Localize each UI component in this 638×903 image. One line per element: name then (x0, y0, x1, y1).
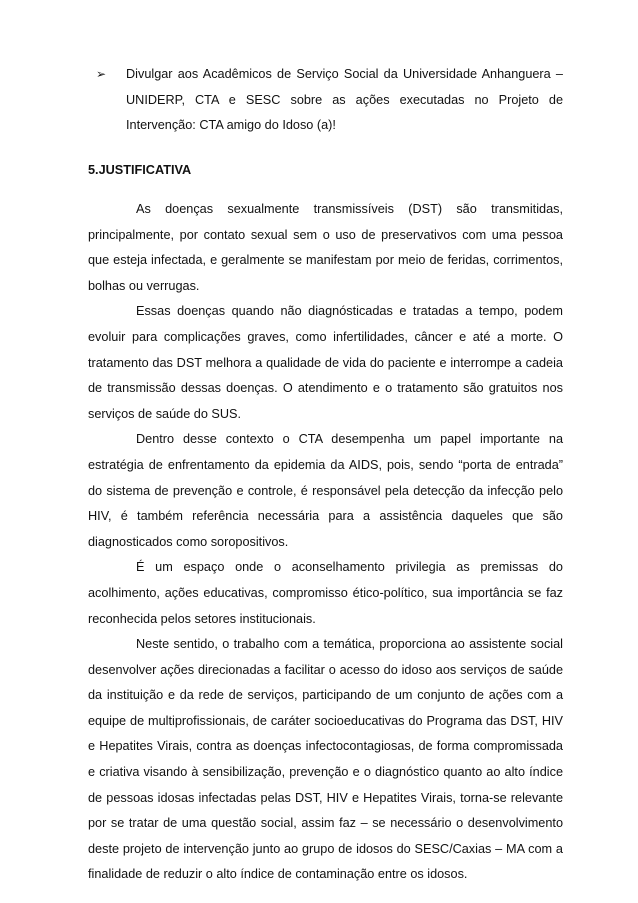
document-page (88, 62, 563, 888)
paragraph-cta-role: Dentro desse contexto o CTA desempenha um papel importante na estratégia de enfrentamento da epidemia da AIDS, pois, sendo “porta de entrada” do sistema de prevenção e controle, é responsável pela detecção da infecção pelo HIV, é também referência necessária para a assistência daqueles que são diagnosticados como soropositivos. (88, 432, 563, 549)
bullet-text: Divulgar aos Acadêmicos de Serviço Social da Universidade Anhanguera – UNIDERP, CTA e SESC sobre as ações executadas no Projeto de Intervenção: CTA amigo do Idoso (a)! (126, 67, 563, 132)
section-heading: 5.JUSTIFICATIVA (88, 162, 192, 177)
bullet-list-item (88, 62, 563, 139)
paragraph-counseling-space: É um espaço onde o aconselhamento privilegia as premissas do acolhimento, ações educativas, compromisso ético-político, sua importância se faz reconhecida pelos setores institucionais. (88, 560, 563, 626)
arrow-bullet-icon: ➢ (96, 67, 107, 81)
paragraph-social-work: Neste sentido, o trabalho com a temática, proporciona ao assistente social desenvolver ações direcionadas a facilitar o acesso do idoso aos serviços de saúde da instituição e da rede de serviços, participando de um conjunto de ações com a equipe de multiprofissionais, de caráter socioeducativas do Programa das DST, HIV e Hepatites Virais, contra as doenças infectocontagiosas, de forma compromissada e criativa visando à sensibilização, prevenção e o diagnóstico quanto ao alto índice de pessoas idosas infectadas pelas DST, HIV e Hepatites Virais, torna-se relevante por se tratar de uma questão social, assim faz – se necessário o desenvolvimento deste projeto de intervenção junto ao grupo de idosos do SESC/Caxias – MA com a finalidade de reduzir o alto índice de contaminação entre os idosos. (88, 637, 563, 882)
paragraph-dst-definition: As doenças sexualmente transmissíveis (DST) são transmitidas, principalmente, por contato sexual sem o uso de preservativos com uma pessoa que esteja infectada, e geralmente se manifestam por meio de feridas, corrimentos, bolhas ou verrugas. (88, 202, 563, 293)
paragraph-complications: Essas doenças quando não diagnósticadas e tratadas a tempo, podem evoluir para complicações graves, como infertilidades, câncer e até a morte. O tratamento das DST melhora a qualidade de vida do paciente e interrompe a cadeia de transmissão dessas doenças. O atendimento e o tratamento são gratuitos nos serviços de saúde do SUS. (88, 304, 563, 421)
